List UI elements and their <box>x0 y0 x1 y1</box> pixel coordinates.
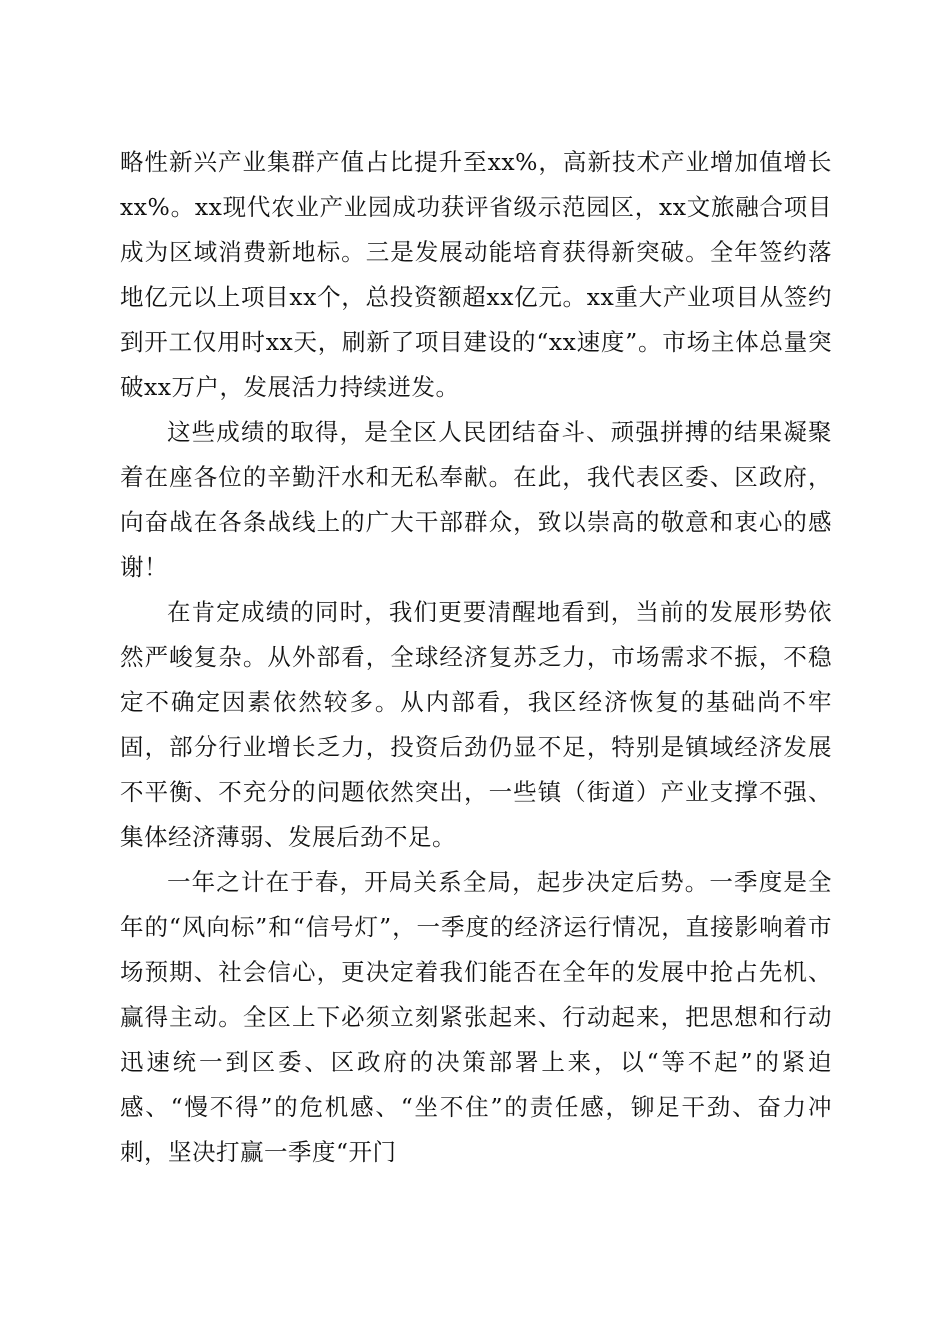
paragraph-continued: 略性新兴产业集群产值占比提升至xx%，高新技术产业增加值增长xx%。xx现代农业产业园成功获评省级示范园区，xx文旅融合项目成为区域消费新地标。三是发展动能培育获得新突破。全年签约落地亿元以上项目xx个，总投资额超xx亿元。xx重大产业项目从签约到开工仅用时xx天，刷新了项目建设的“xx速度”。市场主体总量突破xx万户，发展活力持续迸发。 <box>120 148 832 401</box>
paragraph-situation: 在肯定成绩的同时，我们更要清醒地看到，当前的发展形势依然严峻复杂。从外部看，全球经济复苏乏力，市场需求不振，不稳定不确定因素依然较多。从内部看，我区经济恢复的基础尚不牢固，部分行业增长乏力，投资后劲仍显不足，特别是镇域经济发展不平衡、不充分的问题依然突出，一些镇（街道）产业支撑不强、集体经济薄弱、发展后劲不足。 <box>120 598 832 851</box>
paragraph-gratitude: 这些成绩的取得，是全区人民团结奋斗、顽强拼搏的结果凝聚着在座各位的辛勤汗水和无私奉献。在此，我代表区委、区政府，向奋战在各条战线上的广大干部群众，致以崇高的敬意和衷心的感谢！ <box>120 418 832 581</box>
paragraph-first-quarter: 一年之计在于春，开局关系全局，起步决定后势。一季度是全年的“风向标”和“信号灯”，一季度的经济运行情况，直接影响着市场预期、社会信心，更决定着我们能否在全年的发展中抢占先机、赢得主动。全区上下必须立刻紧张起来、行动起来，把思想和行动迅速统一到区委、区政府的决策部署上来，以“等不起”的紧迫感、“慢不得”的危机感、“坐不住”的责任感，铆足干劲、奋力冲刺，坚决打赢一季度“开门 <box>120 868 832 1166</box>
document-body <box>120 140 832 1175</box>
